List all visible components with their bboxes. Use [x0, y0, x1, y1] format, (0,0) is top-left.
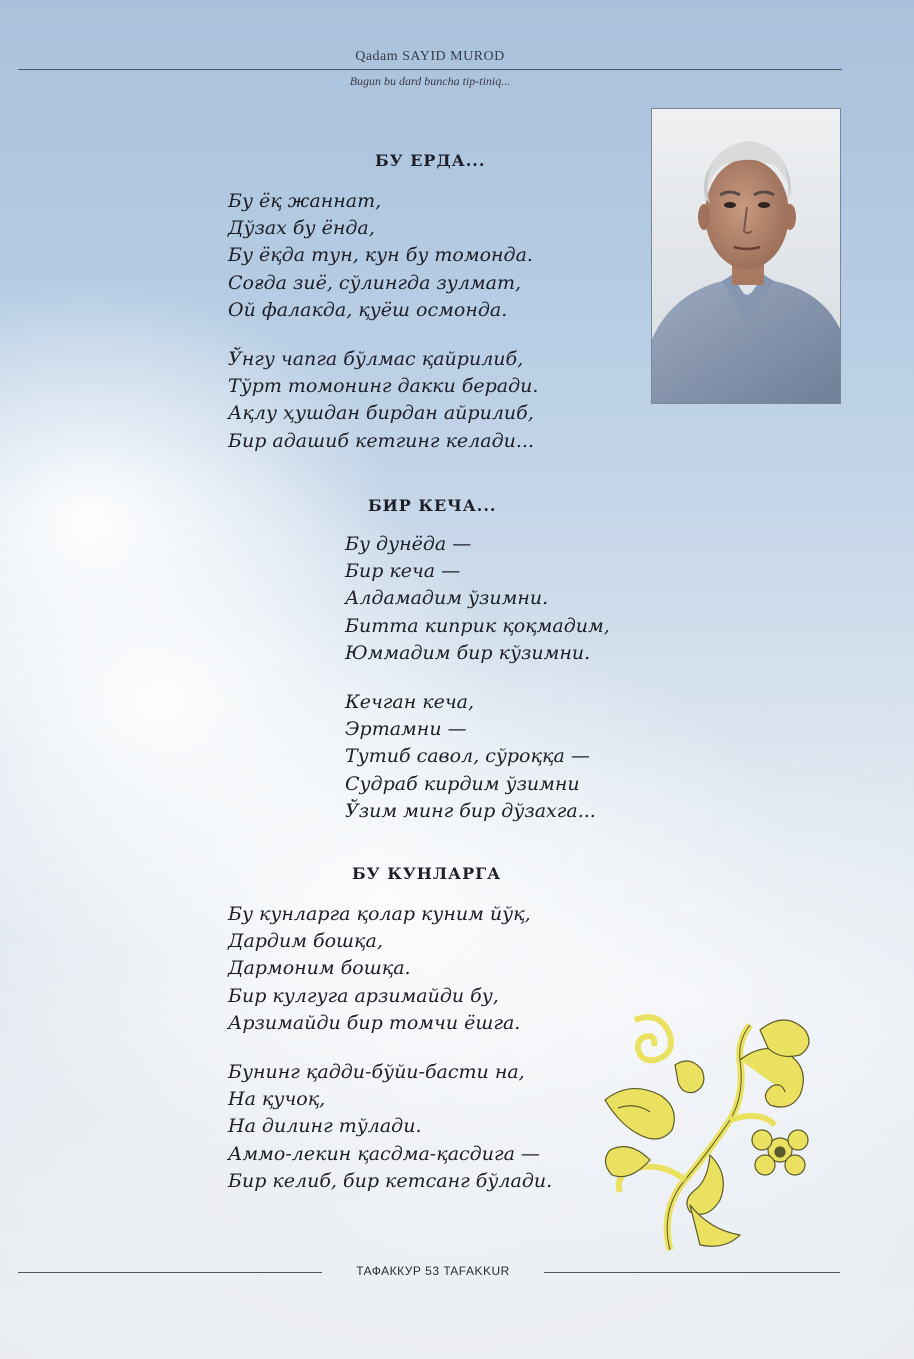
poem-line: Бу кунларга қолар куним йўқ,	[228, 903, 531, 925]
poem-line: Бир келиб, бир кетсанг бўлади.	[228, 1169, 553, 1192]
poem-line: Бир адашиб кетгинг келади...	[228, 429, 534, 452]
footer-page-number: ТАФАККУР 53 TAFAKKUR	[356, 1264, 510, 1278]
stanza-gap	[228, 1037, 552, 1059]
footer-rule-left	[18, 1272, 322, 1273]
poem-title-bu-erda: БУ ЕРДА...	[375, 151, 486, 170]
poem-line: На қучоқ,	[228, 1088, 326, 1111]
poem-line: Ўнгу чапга бўлмас қайрилиб,	[228, 347, 524, 370]
poem-line: Бу ёқ жаннат,	[228, 190, 382, 212]
poem-line: Тутиб савол, сўроққа —	[345, 745, 590, 768]
poem-line: Бир кулгуга арзимайди бу,	[228, 984, 499, 1007]
poem-bir-kecha	[345, 531, 610, 825]
poem-line: Алдамадим ўзимни.	[345, 587, 549, 610]
poem-line: Битта киприк қоқмадим,	[345, 614, 610, 637]
poem-line: Бу дунёда —	[345, 533, 472, 555]
poem-line: Арзимайди бир томчи ёшга.	[228, 1011, 521, 1034]
poem-bu-kunlarga	[228, 901, 552, 1195]
stanza-gap	[345, 667, 610, 689]
poem-title-bu-kunlarga: БУ КУНЛАРГА	[352, 864, 502, 883]
footer-rule-right	[544, 1272, 840, 1273]
poem-line: Юммадим бир кўзимни.	[345, 641, 591, 664]
poem-line: Эртамни —	[345, 718, 467, 741]
poem-line: Бунинг қадди-бўйи-басти на,	[228, 1060, 525, 1083]
poem-line: Соғда зиё, сўлингда зулмат,	[228, 271, 522, 294]
poem-line: На дилинг тўлади.	[228, 1115, 422, 1138]
poem-line: Судраб кирдим ўзимни	[345, 772, 580, 795]
poem-line: Дармоним бошқа.	[228, 957, 411, 980]
poem-line: Ўзим минг бир дўзахга...	[345, 799, 596, 822]
header-author: Qadam SAYID MUROD	[355, 49, 505, 64]
header-subtitle: Bugun bu dard buncha tip-tiniq...	[349, 74, 511, 88]
poem-line: Ақлу ҳушдан бирдан айрилиб,	[228, 402, 534, 425]
poem-line: Бу ёқда тун, кун бу томонда.	[228, 244, 533, 267]
author-portrait-photo	[651, 108, 841, 404]
header-rule	[18, 69, 842, 70]
stanza-gap	[228, 324, 538, 346]
poem-line: Аммо-лекин қасдма-қасдига —	[228, 1142, 540, 1165]
poem-line: Кечган кеча,	[345, 690, 475, 713]
floral-ornament-icon	[590, 1000, 830, 1255]
poem-line: Дўзах бу ёнда,	[228, 217, 375, 240]
poem-line: Ой фалакда, қуёш осмонда.	[228, 298, 508, 321]
poem-bu-erda	[228, 188, 538, 455]
poem-line: Тўрт томонинг дакки беради.	[228, 375, 539, 398]
poem-line: Дардим бошқа,	[228, 930, 383, 953]
poem-title-bir-kecha: БИР КЕЧА...	[368, 496, 497, 515]
portrait-illustration	[652, 109, 840, 403]
poem-line: Бир кеча —	[345, 560, 461, 583]
